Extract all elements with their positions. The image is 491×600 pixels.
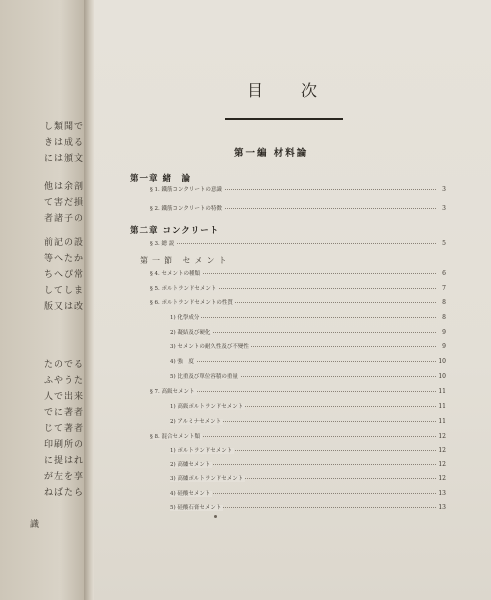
toc-entry-label: § 7. 高級セメント (150, 389, 195, 395)
toc-entry-label: 1) 化學成分 (170, 315, 200, 321)
toc-entry (170, 489, 446, 499)
left-page (0, 0, 86, 600)
toc-entry (150, 269, 446, 279)
toc-entry (170, 357, 446, 367)
toc-entry-label: § 6. ポルトランドセメントの性質 (150, 300, 233, 306)
toc-entry-label: 1) 高級ポルトランドセメント (170, 404, 244, 410)
left-page-text-fragment: たのでる (43, 360, 84, 370)
toc-entry-label: 4) 強 度 (170, 359, 194, 365)
toc-entry (170, 313, 446, 323)
chapter-heading: 第二章 コンクリート (130, 226, 220, 236)
toc-entry-label: 4) 硅酸セメント (170, 491, 211, 497)
toc-entry-label: § 8. 混合セメント類 (150, 434, 200, 440)
toc-page-number: 5 (442, 240, 446, 247)
toc-page-number: 3 (442, 186, 446, 193)
toc-entry (170, 417, 446, 427)
toc-entry (150, 432, 446, 442)
part-heading: 第一編 材料論 (234, 148, 309, 159)
toc-entry (170, 402, 446, 412)
toc-page-number: 13 (438, 490, 446, 497)
toc-entry (170, 446, 446, 456)
left-page-text-fragment: ねばたら (43, 488, 84, 498)
left-page-text-fragment: 前記の設 (43, 238, 84, 248)
toc-page-number: 12 (438, 475, 446, 482)
toc-title: 目次 (247, 81, 356, 100)
toc-entry (150, 239, 446, 249)
toc-page-number: 11 (438, 388, 446, 395)
leader-dots (170, 361, 436, 362)
toc-entry-label: § 5. ポルトランドセメント (150, 286, 217, 292)
toc-entry-label: 3) セメントの耐久性及び不變性 (170, 344, 249, 350)
toc-entry (170, 342, 446, 352)
section-heading: 第一節 セメント (140, 256, 231, 265)
toc-page-number: 10 (438, 358, 446, 365)
toc-page-number: 11 (438, 403, 446, 410)
left-page-text-fragment: に提はれ (43, 456, 84, 466)
toc-entry-label: § 1. 鐵筋コンクリートの意識 (150, 187, 222, 193)
toc-entry (170, 460, 446, 470)
toc-page-number: 13 (438, 504, 446, 511)
toc-page-number: 12 (438, 433, 446, 440)
toc-entry-label: 3) 高爐ポルトランドセメント (170, 476, 244, 482)
left-page-text-fragment: してしま (43, 286, 84, 296)
toc-entry-label: 5) 比重及び單位容積の重量 (170, 374, 238, 380)
toc-page-number: 10 (438, 373, 446, 380)
left-page-text-fragment: きは成る (43, 138, 84, 148)
book-gutter (84, 0, 94, 600)
left-page-text-fragment: ちへぴ常 (43, 270, 84, 280)
toc-entry-label: § 2. 鐵筋コンクリートの特徴 (150, 206, 222, 212)
left-page-text-fragment: 等へたか (43, 254, 84, 264)
toc-entry (170, 503, 446, 513)
toc-page-number: 8 (442, 299, 446, 306)
left-page-text-fragment: し類聞で (43, 122, 84, 132)
toc-entry (150, 298, 446, 308)
toc-page-number: 11 (438, 418, 446, 425)
left-page-text-fragment: でに著者 (43, 408, 84, 418)
toc-page-number: 7 (442, 285, 446, 292)
toc-page-number: 8 (442, 314, 446, 321)
toc-page-number: 12 (438, 447, 446, 454)
title-underline (225, 118, 343, 120)
toc-entry (170, 372, 446, 382)
left-page-text-fragment: ふやうた (43, 376, 84, 386)
toc-entry (150, 284, 446, 294)
left-page-text-fragment: 者諸子の (43, 214, 84, 224)
toc-entry (150, 185, 446, 195)
toc-entry-label: § 4. セメントの種類 (150, 271, 200, 277)
leader-dots (150, 243, 436, 244)
toc-entry (150, 204, 446, 214)
toc-entry-label: 2) 高爐セメント (170, 462, 211, 468)
left-page-footer: 識 (30, 520, 40, 530)
left-page-text-fragment: て害だ損 (43, 198, 84, 208)
left-page-text-fragment: が左を享 (43, 472, 84, 482)
chapter-heading: 第一章 緒 論 (130, 174, 191, 184)
toc-page-number: 9 (442, 343, 446, 350)
toc-page-number: 9 (442, 329, 446, 336)
toc-entry-label: 1) ポルトランドセメント (170, 448, 233, 454)
left-page-text-fragment: 印刷所の (43, 440, 84, 450)
toc-entry (170, 328, 446, 338)
left-page-text-fragment: 人で出来 (43, 392, 84, 402)
left-page-text-fragment: 他は余剖 (43, 182, 84, 192)
page-mark (214, 515, 217, 518)
toc-entry-label: 5) 硅酸石膏セメント (170, 505, 222, 511)
toc-page-number: 12 (438, 461, 446, 468)
left-page-text-fragment: 版又は改 (43, 302, 84, 312)
toc-entry-label: 2) 凝結及び硬化 (170, 330, 211, 336)
toc-entry-label: § 3. 總 説 (150, 241, 175, 247)
toc-page-number: 6 (442, 270, 446, 277)
left-page-text-fragment: じて著者 (43, 424, 84, 434)
toc-page-number: 3 (442, 205, 446, 212)
toc-entry (170, 474, 446, 484)
leader-dots (170, 317, 436, 318)
left-page-text-fragment: には頒文 (43, 154, 84, 164)
toc-entry-label: 2) アルミナセメント (170, 419, 222, 425)
toc-entry (150, 387, 446, 397)
